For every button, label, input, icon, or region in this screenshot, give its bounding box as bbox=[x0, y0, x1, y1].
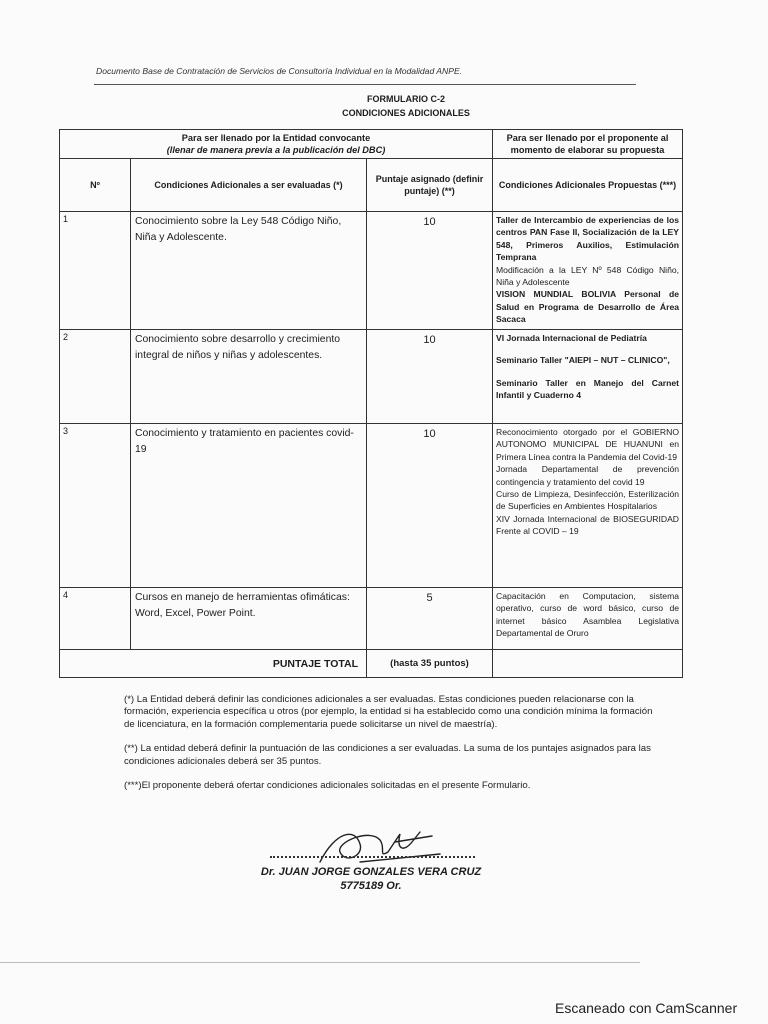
proposed-item: Reconocimiento otorgado por el GOBIERNO AUTONOMO MUNICIPAL DE HUANUNI en Primera Línea contra la Pandemia del Covid-19 bbox=[496, 427, 680, 462]
table-row bbox=[60, 588, 683, 650]
row-proposed bbox=[493, 212, 683, 330]
row-score: 10 bbox=[367, 424, 493, 588]
form-title-block bbox=[0, 92, 768, 120]
entity-header-cell bbox=[60, 130, 493, 159]
proposed-item: Seminario Taller en Manejo del Carnet Infantil y Cuaderno 4 bbox=[496, 377, 680, 401]
signer-id: 5775189 Or. bbox=[340, 880, 402, 892]
proposed-item: Capacitación en Computacion, sistema operativo, curso de word básico, curso de internet básico Asamblea Legislativa Departamental de Oruro bbox=[496, 591, 680, 639]
footnote-3: (***)El proponente deberá ofertar condiciones adicionales solicitadas en el presente Formulario. bbox=[124, 780, 531, 792]
row-score: 10 bbox=[367, 330, 493, 424]
total-row bbox=[60, 650, 683, 678]
row-number: 4 bbox=[60, 588, 131, 650]
col-header-proposed: Condiciones Adicionales Propuestas (***) bbox=[493, 159, 683, 212]
table-header-row bbox=[60, 159, 683, 212]
entity-subheader: (llenar de manera previa a la publicación del DBC) bbox=[166, 145, 386, 155]
row-score: 10 bbox=[367, 212, 493, 330]
proposed-item: Jornada Departamental de prevención contingencia y tratamiento del covid 19 bbox=[496, 464, 680, 487]
table-row bbox=[60, 212, 683, 330]
footnote-1: (*) La Entidad deberá definir las condiciones adicionales a ser evaluadas. Estas condiciones pueden relacionarse con la formación, experiencia específica u otros (por ejemplo, la entidad si ha establecido como una condición mínima la formación de licenciatura, en la formación complementaria puede solicitarse un nivel de maestría). bbox=[124, 694, 653, 730]
row-condition: Cursos en manejo de herramientas ofimáticas: Word, Excel, Power Point. bbox=[131, 588, 367, 650]
row-score: 5 bbox=[367, 588, 493, 650]
signer-name: Dr. JUAN JORGE GONZALES VERA CRUZ bbox=[260, 866, 482, 878]
row-condition: Conocimiento sobre desarrollo y crecimiento integral de niños y niñas y adolescentes. bbox=[131, 330, 367, 424]
footnotes bbox=[124, 694, 664, 804]
form-code: FORMULARIO C-2 bbox=[367, 94, 445, 104]
footer-divider bbox=[0, 962, 640, 963]
proposed-item: XIV Jornada Internacional de BIOSEGURIDAD Frente al COVID – 19 bbox=[496, 513, 680, 537]
total-value: (hasta 35 puntos) bbox=[367, 650, 493, 678]
row-condition: Conocimiento sobre la Ley 548 Código Niño, Niña y Adolescente. bbox=[131, 212, 367, 330]
proposed-item: Modificación a la LEY Nº 548 Código Niño, Niña y Adolescente bbox=[496, 264, 680, 288]
proposed-item: Taller de Intercambio de experiencias de los centros PAN Fase II, Socialización de la LEY 548, Primeros Auxilios, Estimulación Temprana bbox=[496, 215, 680, 263]
col-header-score: Puntaje asignado (definir puntaje) (**) bbox=[367, 159, 493, 212]
form-title: CONDICIONES ADICIONALES bbox=[342, 108, 470, 118]
entity-header: Para ser llenado por la Entidad convocante bbox=[181, 133, 371, 143]
col-header-num: Nº bbox=[60, 159, 131, 212]
proposed-item: VISION MUNDIAL BOLIVIA Personal de Salud en Programa de Desarrollo de Área Sacaca bbox=[496, 289, 680, 325]
table-row bbox=[60, 424, 683, 588]
signature-line bbox=[270, 856, 475, 858]
handwritten-signature bbox=[300, 822, 450, 872]
row-proposed bbox=[493, 330, 683, 424]
conditions-table bbox=[59, 129, 683, 678]
footnote-2: (**) La entidad deberá definir la puntuación de las condiciones a ser evaluadas. La suma de los puntajes asignados para las condiciones adicionales deberá ser 35 puntos. bbox=[124, 743, 651, 767]
proposed-item: Seminario Taller "AIEPI – NUT – CLINICO", bbox=[496, 355, 670, 366]
row-number: 3 bbox=[60, 424, 131, 588]
total-label: PUNTAJE TOTAL bbox=[60, 650, 367, 678]
row-condition: Conocimiento y tratamiento en pacientes covid- 19 bbox=[131, 424, 367, 588]
row-proposed bbox=[493, 424, 683, 588]
camscanner-watermark: Escaneado con CamScanner bbox=[555, 1000, 738, 1016]
row-number: 1 bbox=[60, 212, 131, 330]
proposed-item: Curso de Limpieza, Desinfección, Esterilización de Superficies en Ambientes Hospitalarios bbox=[496, 489, 680, 512]
table-header-row-top bbox=[60, 130, 683, 159]
row-number: 2 bbox=[60, 330, 131, 424]
col-header-conditions: Condiciones Adicionales a ser evaluadas (*) bbox=[131, 159, 367, 212]
proposed-item: VI Jornada Internacional de Pediatría bbox=[496, 333, 647, 343]
row-proposed bbox=[493, 588, 683, 650]
table-row bbox=[60, 330, 683, 424]
header-divider bbox=[94, 84, 636, 85]
proponent-header: Para ser llenado por el proponente al momento de elaborar su propuesta bbox=[493, 130, 683, 159]
total-empty-cell bbox=[493, 650, 683, 678]
document-header-line: Documento Base de Contratación de Servicios de Consultoría Individual en la Modalidad ANPE. bbox=[96, 66, 463, 76]
